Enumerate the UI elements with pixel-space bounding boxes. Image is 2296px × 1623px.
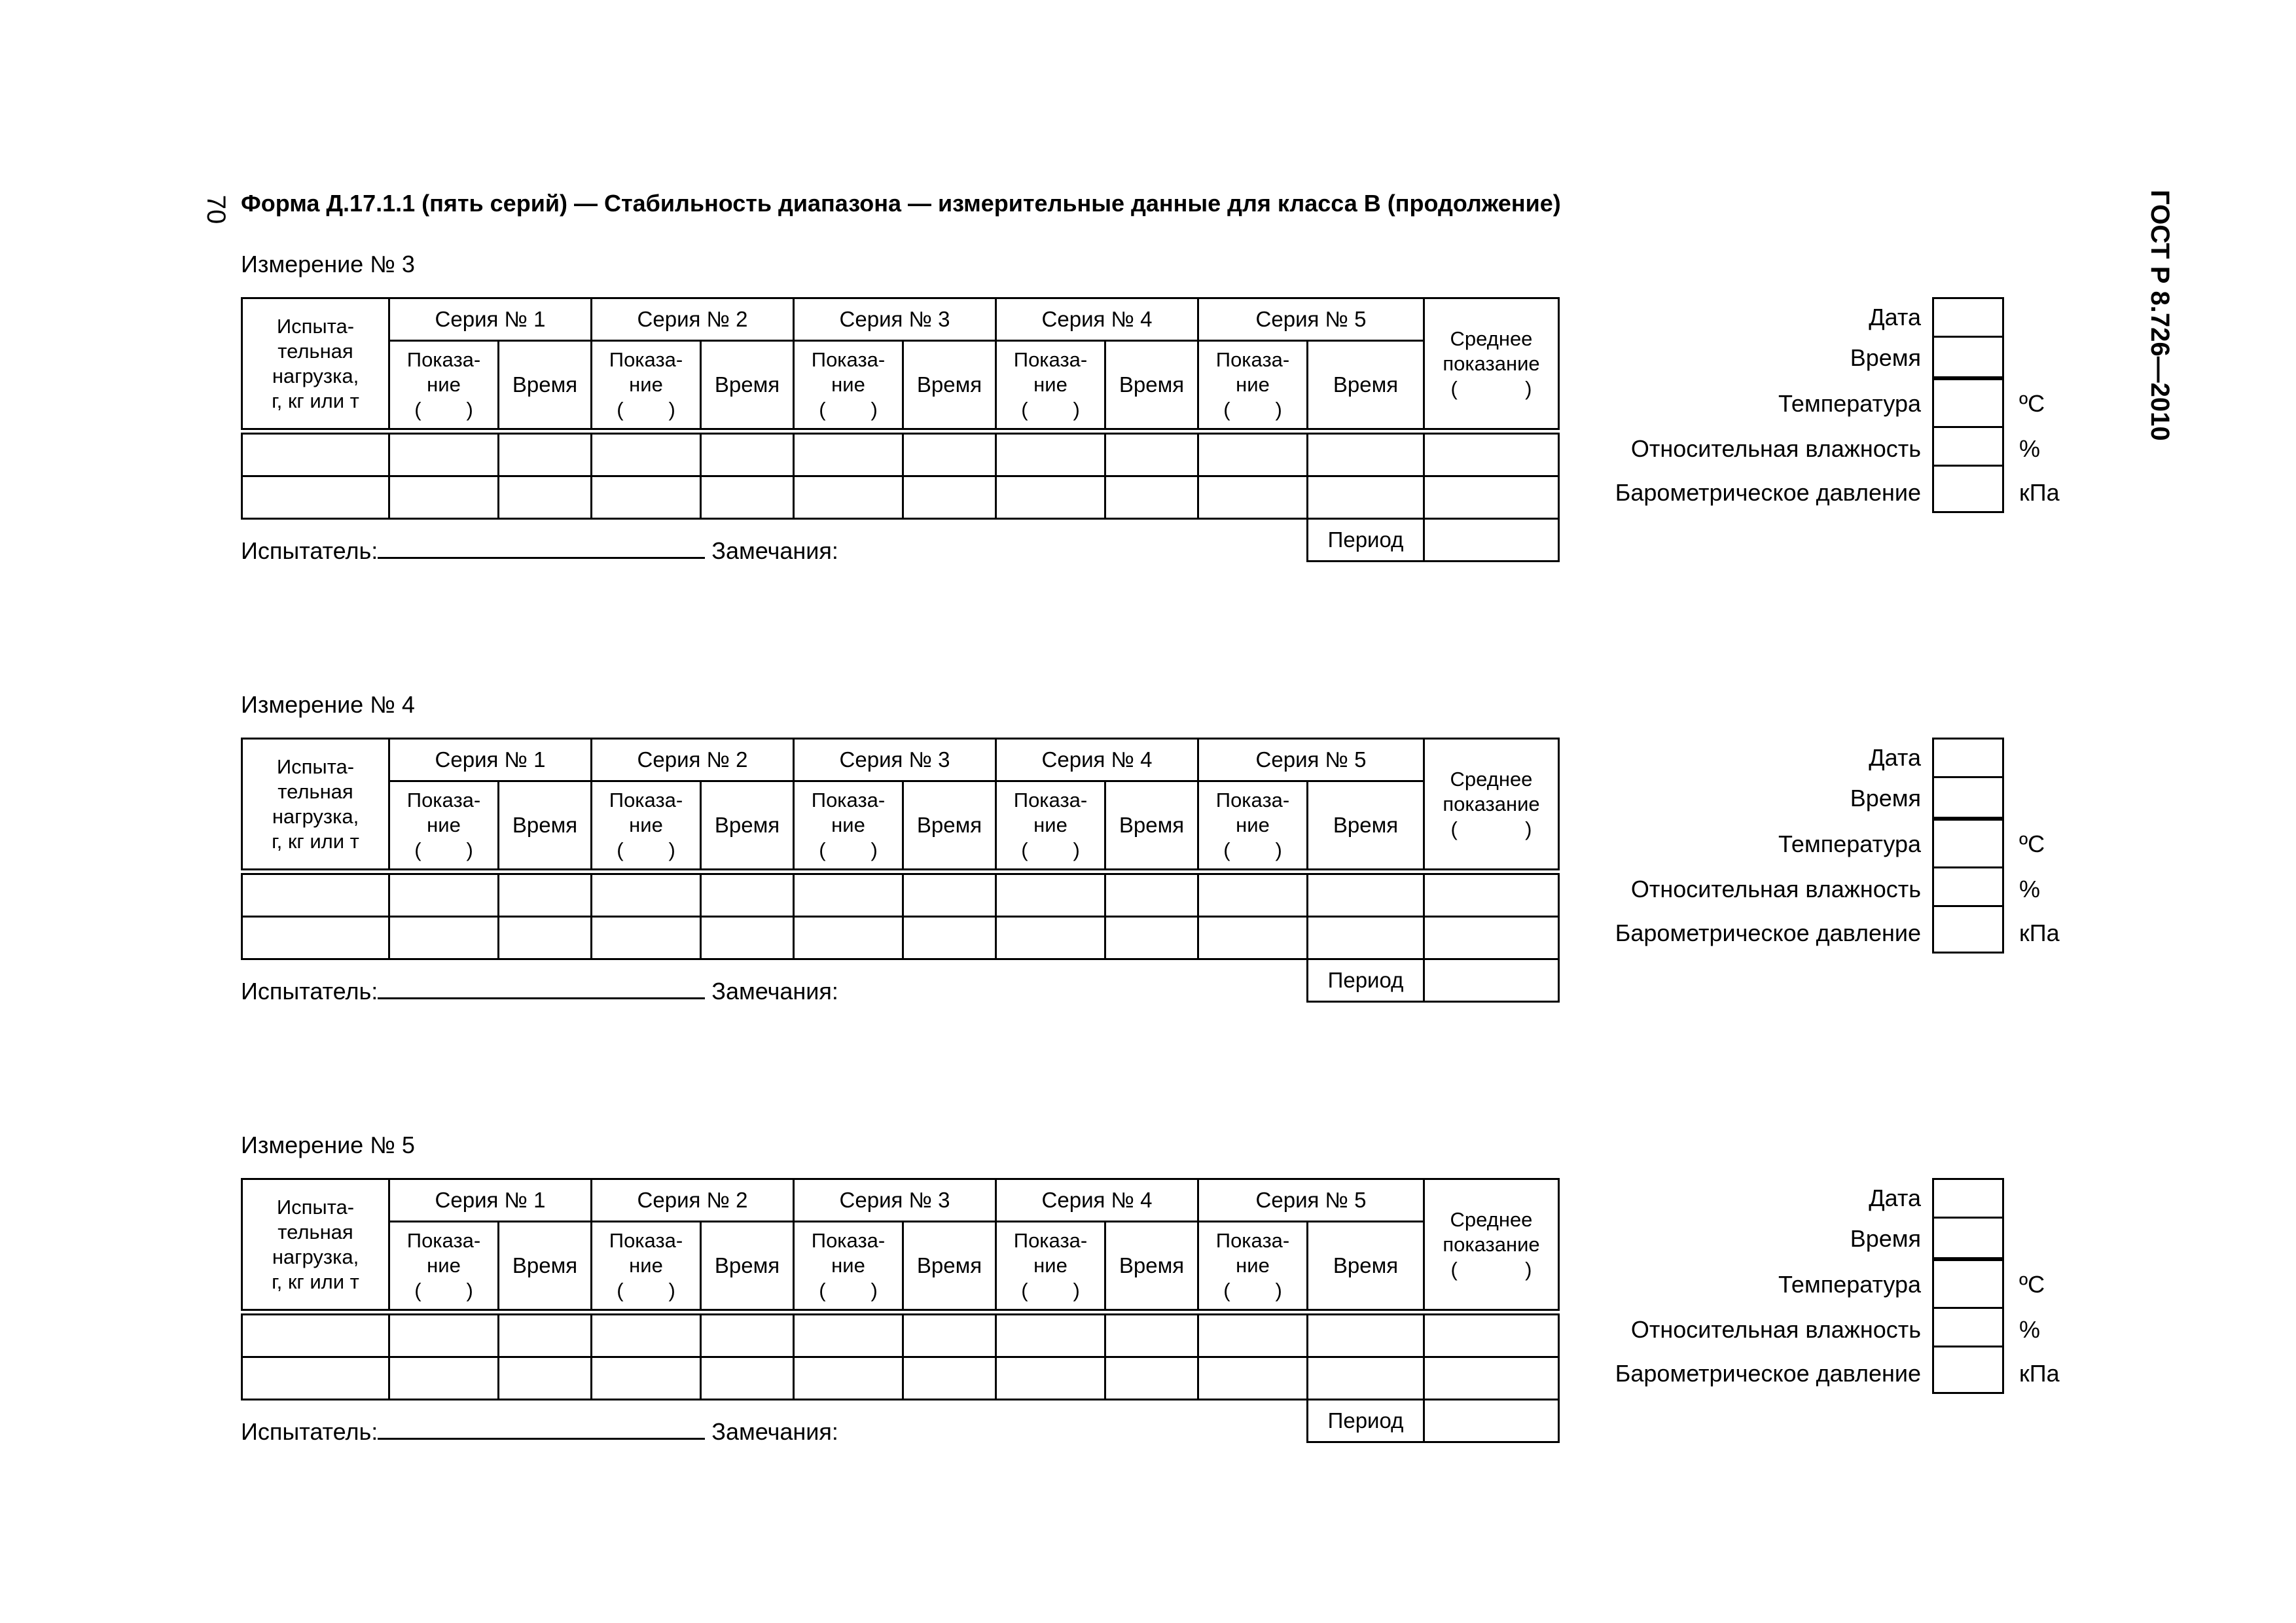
- period-value-cell[interactable]: [1424, 519, 1559, 562]
- reading-header: Показа- ние ( ): [996, 341, 1105, 432]
- data-cell[interactable]: [242, 431, 389, 476]
- data-cell[interactable]: [499, 476, 592, 519]
- table-row: [242, 1312, 1559, 1357]
- average-header: Среднее показание ( ): [1424, 1179, 1559, 1313]
- data-cell[interactable]: [996, 476, 1105, 519]
- data-cell[interactable]: [701, 1357, 794, 1400]
- data-cell[interactable]: [1198, 431, 1308, 476]
- load-header: Испыта- тельная нагрузка, г, кг или т: [242, 739, 389, 872]
- series-header: Серия № 2: [592, 1179, 794, 1222]
- time-label: Время: [1850, 785, 1921, 812]
- reading-header: Показа- ние ( ): [794, 341, 903, 432]
- measurement-table: [241, 1178, 1560, 1443]
- time-header: Время: [903, 781, 996, 872]
- data-cell[interactable]: [1105, 476, 1198, 519]
- temperature-box[interactable]: [1932, 378, 2004, 428]
- data-cell[interactable]: [1424, 917, 1559, 959]
- reading-header: Показа- ние ( ): [996, 781, 1105, 872]
- time-header: Время: [499, 781, 592, 872]
- pressure-box[interactable]: [1932, 1346, 2004, 1394]
- period-label: Период: [1308, 1400, 1424, 1442]
- data-cell[interactable]: [996, 917, 1105, 959]
- reading-header: Показа- ние ( ): [1198, 341, 1308, 432]
- data-cell[interactable]: [592, 476, 701, 519]
- time-box[interactable]: [1932, 338, 2004, 378]
- time-header: Время: [903, 341, 996, 432]
- data-cell[interactable]: [242, 476, 389, 519]
- series-header: Серия № 1: [389, 739, 592, 781]
- humidity-unit: %: [2019, 1316, 2041, 1343]
- data-cell[interactable]: [592, 1357, 701, 1400]
- date-box[interactable]: [1932, 297, 2004, 338]
- time-header: Время: [701, 341, 794, 432]
- time-header: Время: [701, 781, 794, 872]
- period-label: Период: [1308, 959, 1424, 1002]
- humidity-label: Относительная влажность: [1630, 1316, 1921, 1343]
- data-cell[interactable]: [1198, 476, 1308, 519]
- data-cell[interactable]: [242, 1312, 389, 1357]
- data-cell[interactable]: [1308, 917, 1424, 959]
- time-header: Время: [1105, 1222, 1198, 1313]
- data-cell[interactable]: [1105, 431, 1198, 476]
- series-header: Серия № 2: [592, 739, 794, 781]
- series-header: Серия № 4: [996, 739, 1198, 781]
- form-title: Форма Д.17.1.1 (пять серий) — Стабильность диапазона — измерительные данные для класса В (продолжение): [241, 190, 1561, 217]
- measurement-title: Измерение № 3: [241, 251, 415, 277]
- data-cell[interactable]: [903, 431, 996, 476]
- data-cell[interactable]: [794, 1312, 903, 1357]
- reading-header: Показа- ние ( ): [592, 341, 701, 432]
- measurement-table: [241, 738, 1560, 1003]
- reading-header: Показа- ние ( ): [592, 781, 701, 872]
- time-header: Время: [1308, 1222, 1424, 1313]
- remarks-label: Замечания:: [711, 1418, 838, 1445]
- date-label: Дата: [1869, 304, 1921, 330]
- series-header: Серия № 3: [794, 298, 996, 341]
- data-cell[interactable]: [1105, 1357, 1198, 1400]
- time-header: Время: [499, 1222, 592, 1313]
- data-cell[interactable]: [592, 872, 701, 917]
- humidity-box[interactable]: [1932, 866, 2004, 907]
- pressure-label: Барометрическое давление: [1615, 1360, 1921, 1387]
- reading-header: Показа- ние ( ): [389, 341, 499, 432]
- humidity-unit: %: [2019, 435, 2041, 462]
- table-row: [242, 917, 1559, 959]
- data-cell[interactable]: [701, 476, 794, 519]
- pressure-label: Барометрическое давление: [1615, 919, 1921, 946]
- data-cell[interactable]: [1198, 917, 1308, 959]
- data-cell[interactable]: [1308, 1312, 1424, 1357]
- temperature-unit: ºC: [2019, 390, 2045, 417]
- data-cell[interactable]: [1308, 872, 1424, 917]
- time-label: Время: [1850, 1225, 1921, 1252]
- period-label: Период: [1308, 519, 1424, 562]
- table-row: [242, 872, 1559, 917]
- data-cell[interactable]: [1198, 872, 1308, 917]
- reading-header: Показа- ние ( ): [389, 1222, 499, 1313]
- tester-label: Испытатель:: [241, 537, 378, 564]
- series-header: Серия № 5: [1198, 1179, 1424, 1222]
- data-cell[interactable]: [701, 1312, 794, 1357]
- time-box[interactable]: [1932, 1219, 2004, 1259]
- reading-header: Показа- ние ( ): [592, 1222, 701, 1313]
- series-header: Серия № 4: [996, 298, 1198, 341]
- data-cell[interactable]: [389, 1312, 499, 1357]
- measurement-section: [0, 691, 2296, 1123]
- pressure-box[interactable]: [1932, 905, 2004, 954]
- measurement-table: [241, 297, 1560, 562]
- load-header: Испыта- тельная нагрузка, г, кг или т: [242, 1179, 389, 1313]
- data-cell[interactable]: [242, 917, 389, 959]
- series-header: Серия № 2: [592, 298, 794, 341]
- data-cell[interactable]: [499, 1357, 592, 1400]
- data-cell[interactable]: [1424, 431, 1559, 476]
- data-cell[interactable]: [996, 872, 1105, 917]
- time-header: Время: [499, 341, 592, 432]
- data-cell[interactable]: [242, 872, 389, 917]
- data-cell[interactable]: [1105, 917, 1198, 959]
- humidity-label: Относительная влажность: [1630, 435, 1921, 462]
- data-cell[interactable]: [903, 476, 996, 519]
- data-cell[interactable]: [1424, 476, 1559, 519]
- pressure-unit: кПа: [2019, 919, 2060, 946]
- humidity-label: Относительная влажность: [1630, 876, 1921, 902]
- series-header: Серия № 1: [389, 1179, 592, 1222]
- data-cell[interactable]: [1424, 1312, 1559, 1357]
- pressure-box[interactable]: [1932, 465, 2004, 513]
- humidity-box[interactable]: [1932, 1307, 2004, 1347]
- data-cell[interactable]: [701, 431, 794, 476]
- data-cell[interactable]: [1308, 431, 1424, 476]
- tester-field[interactable]: [378, 974, 705, 999]
- page-number: 70: [202, 194, 230, 224]
- pressure-unit: кПа: [2019, 479, 2060, 506]
- tester-field[interactable]: [378, 1414, 705, 1440]
- data-cell[interactable]: [701, 872, 794, 917]
- data-cell[interactable]: [499, 431, 592, 476]
- measurement-section: [0, 1132, 2296, 1563]
- reading-header: Показа- ние ( ): [1198, 781, 1308, 872]
- data-cell[interactable]: [903, 1312, 996, 1357]
- measurement-section: [0, 251, 2296, 683]
- measurement-title: Измерение № 4: [241, 691, 415, 718]
- data-cell[interactable]: [1308, 1357, 1424, 1400]
- data-cell[interactable]: [903, 1357, 996, 1400]
- data-cell[interactable]: [701, 917, 794, 959]
- pressure-label: Барометрическое давление: [1615, 479, 1921, 506]
- data-cell[interactable]: [1308, 476, 1424, 519]
- remarks-label: Замечания:: [711, 978, 838, 1005]
- temperature-label: Температура: [1778, 830, 1921, 857]
- standard-code: ГОСТ Р 8.726—2010: [2145, 190, 2174, 441]
- time-header: Время: [1105, 341, 1198, 432]
- series-header: Серия № 5: [1198, 298, 1424, 341]
- data-cell[interactable]: [1424, 1357, 1559, 1400]
- pressure-unit: кПа: [2019, 1360, 2060, 1387]
- table-row: [242, 476, 1559, 519]
- humidity-box[interactable]: [1932, 426, 2004, 467]
- temperature-box[interactable]: [1932, 1259, 2004, 1309]
- remarks-label: Замечания:: [711, 537, 838, 564]
- temperature-unit: ºC: [2019, 830, 2045, 857]
- temperature-label: Температура: [1778, 1271, 1921, 1298]
- date-label: Дата: [1869, 744, 1921, 771]
- reading-header: Показа- ние ( ): [1198, 1222, 1308, 1313]
- reading-header: Показа- ние ( ): [794, 781, 903, 872]
- data-cell[interactable]: [794, 1357, 903, 1400]
- data-cell[interactable]: [794, 872, 903, 917]
- date-box[interactable]: [1932, 738, 2004, 778]
- data-cell[interactable]: [592, 917, 701, 959]
- table-row: [242, 1357, 1559, 1400]
- data-cell[interactable]: [499, 917, 592, 959]
- time-header: Время: [1105, 781, 1198, 872]
- tester-label: Испытатель:: [241, 978, 378, 1005]
- data-cell[interactable]: [1105, 872, 1198, 917]
- data-cell[interactable]: [389, 431, 499, 476]
- data-cell[interactable]: [242, 1357, 389, 1400]
- data-cell[interactable]: [794, 431, 903, 476]
- signature-line: [241, 974, 838, 1005]
- time-header: Время: [903, 1222, 996, 1313]
- tester-label: Испытатель:: [241, 1418, 378, 1445]
- data-cell[interactable]: [592, 431, 701, 476]
- period-value-cell[interactable]: [1424, 1400, 1559, 1442]
- date-label: Дата: [1869, 1185, 1921, 1211]
- load-header: Испыта- тельная нагрузка, г, кг или т: [242, 298, 389, 432]
- data-cell[interactable]: [794, 476, 903, 519]
- series-header: Серия № 3: [794, 739, 996, 781]
- average-header: Среднее показание ( ): [1424, 298, 1559, 432]
- temperature-box[interactable]: [1932, 819, 2004, 868]
- data-cell[interactable]: [389, 872, 499, 917]
- average-header: Среднее показание ( ): [1424, 739, 1559, 872]
- data-cell[interactable]: [389, 917, 499, 959]
- data-cell[interactable]: [389, 1357, 499, 1400]
- tester-field[interactable]: [378, 533, 705, 559]
- data-cell[interactable]: [499, 1312, 592, 1357]
- period-value-cell[interactable]: [1424, 959, 1559, 1002]
- time-header: Время: [1308, 341, 1424, 432]
- table-row: [242, 431, 1559, 476]
- signature-line: [241, 533, 838, 565]
- time-label: Время: [1850, 344, 1921, 371]
- reading-header: Показа- ние ( ): [996, 1222, 1105, 1313]
- data-cell[interactable]: [592, 1312, 701, 1357]
- data-cell[interactable]: [1424, 872, 1559, 917]
- reading-header: Показа- ние ( ): [389, 781, 499, 872]
- humidity-unit: %: [2019, 876, 2041, 902]
- data-cell[interactable]: [389, 476, 499, 519]
- time-header: Время: [701, 1222, 794, 1313]
- data-cell[interactable]: [903, 872, 996, 917]
- measurement-title: Измерение № 5: [241, 1132, 415, 1158]
- series-header: Серия № 5: [1198, 739, 1424, 781]
- data-cell[interactable]: [1198, 1357, 1308, 1400]
- data-cell[interactable]: [903, 917, 996, 959]
- series-header: Серия № 1: [389, 298, 592, 341]
- data-cell[interactable]: [996, 1312, 1105, 1357]
- series-header: Серия № 4: [996, 1179, 1198, 1222]
- data-cell[interactable]: [1198, 1312, 1308, 1357]
- time-box[interactable]: [1932, 778, 2004, 819]
- data-cell[interactable]: [996, 431, 1105, 476]
- data-cell[interactable]: [499, 872, 592, 917]
- time-header: Время: [1308, 781, 1424, 872]
- data-cell[interactable]: [794, 917, 903, 959]
- signature-line: [241, 1414, 838, 1446]
- series-header: Серия № 3: [794, 1179, 996, 1222]
- temperature-unit: ºC: [2019, 1271, 2045, 1298]
- temperature-label: Температура: [1778, 390, 1921, 417]
- reading-header: Показа- ние ( ): [794, 1222, 903, 1313]
- date-box[interactable]: [1932, 1178, 2004, 1219]
- data-cell[interactable]: [996, 1357, 1105, 1400]
- data-cell[interactable]: [1105, 1312, 1198, 1357]
